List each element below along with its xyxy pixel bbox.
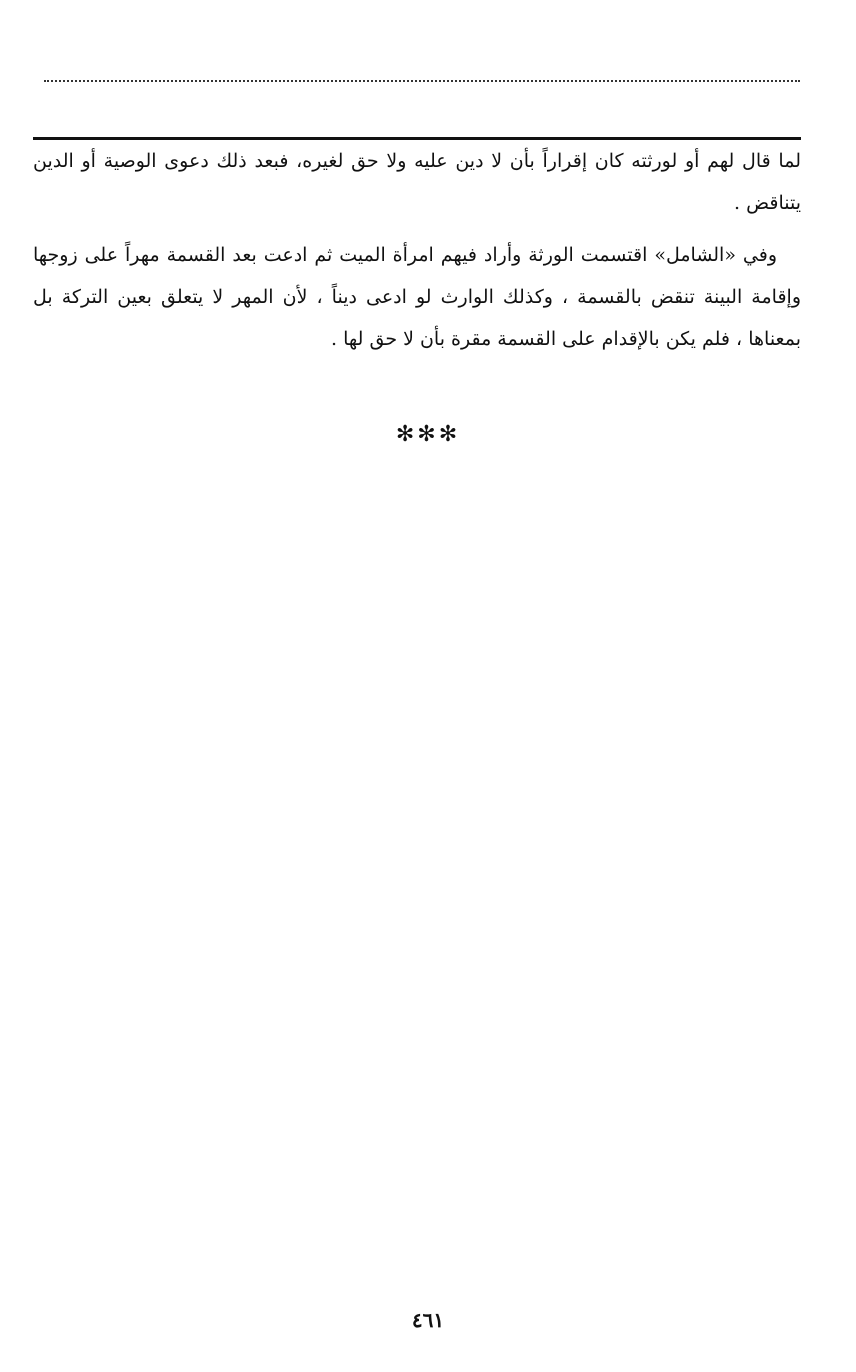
page-number: ٤٦١ <box>411 1308 445 1332</box>
dotted-separator-line <box>44 80 800 82</box>
paragraph-2: وفي «الشامل» اقتسمت الورثة وأراد فيهم امرأة الميت ثم ادعت بعد القسمة مهراً على زوجها وإقامة البينة تنقض بالقسمة ، وكذلك الوارث لو ادعى ديناً ، لأن المهر لا يتعلق بعين التركة بل بمعناها ، فلم يكن بالإقدام على القسمة مقرة بأن لا حق لها . <box>33 244 801 350</box>
section-separator: ✻✻✻ <box>395 422 461 447</box>
paragraph-1: لما قال لهم أو لورثته كان إقراراً بأن لا دين عليه ولا حق لغيره، فبعد ذلك دعوى الوصية أو الدين يتناقض . <box>33 150 801 214</box>
body-text <box>33 140 801 360</box>
